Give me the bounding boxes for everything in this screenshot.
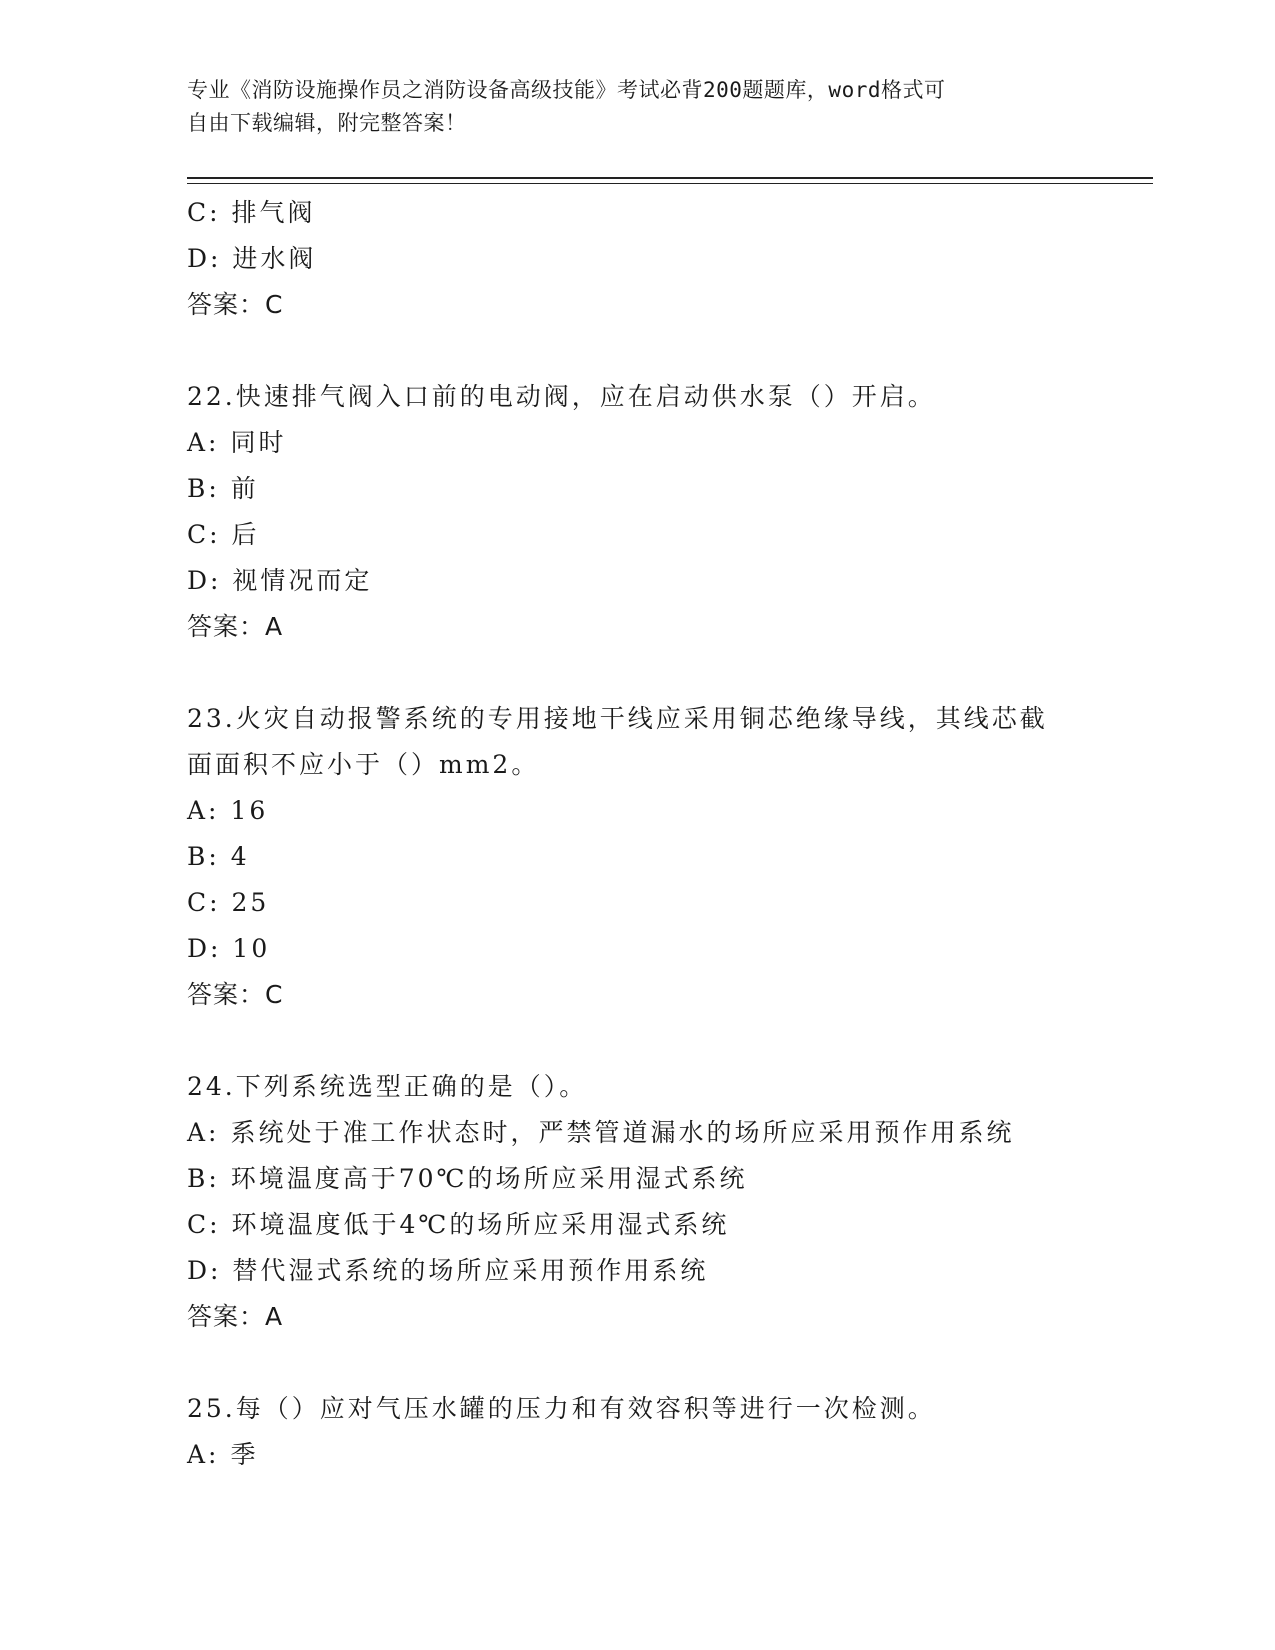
- question-stem-line-2: 面面积不应小于（）mm2。: [187, 750, 540, 779]
- option-d: [187, 558, 1117, 604]
- document-header: [187, 74, 1067, 140]
- question-25: [187, 1386, 1117, 1478]
- option-text: 季: [230, 1440, 259, 1469]
- option-c: [187, 880, 1117, 926]
- option-text: 16: [230, 796, 269, 825]
- option-text: 同时: [230, 428, 287, 457]
- option-text: 10: [232, 934, 271, 963]
- option-c: [187, 1202, 1117, 1248]
- option-text: 4: [230, 842, 250, 871]
- header-divider-thin: [187, 183, 1153, 184]
- option-key: D:: [187, 934, 222, 963]
- header-divider-thick: [187, 177, 1153, 179]
- option-text: 排气阀: [231, 198, 316, 227]
- option-text: 环境温度低于4℃的场所应采用湿式系统: [231, 1210, 730, 1239]
- option-text: 前: [230, 474, 259, 503]
- option-key: C:: [187, 1210, 221, 1239]
- question-stem-line-1: 23.火灾自动报警系统的专用接地干线应采用铜芯绝缘导线，其线芯截: [187, 704, 1048, 733]
- question-23: [187, 696, 1117, 1018]
- option-key: A:: [187, 1118, 220, 1147]
- option-key: A:: [187, 1440, 220, 1469]
- answer: 答案：A: [187, 612, 284, 641]
- option-text: 后: [231, 520, 260, 549]
- option-d: [187, 236, 1117, 282]
- header-line-1: 专业《消防设施操作员之消防设备高级技能》考试必背200题题库，word格式可: [187, 78, 946, 102]
- question-stem: 25.每（）应对气压水罐的压力和有效容积等进行一次检测。: [187, 1394, 936, 1423]
- option-key: C:: [187, 198, 221, 227]
- option-key: D:: [187, 1256, 222, 1285]
- option-text: 替代湿式系统的场所应采用预作用系统: [232, 1256, 709, 1285]
- option-b: [187, 834, 1117, 880]
- question-stem: 22.快速排气阀入口前的电动阀，应在启动供水泵（）开启。: [187, 382, 936, 411]
- option-key: C:: [187, 520, 221, 549]
- question-24: [187, 1064, 1117, 1340]
- option-key: B:: [187, 474, 220, 503]
- option-key: D:: [187, 566, 222, 595]
- question-22: [187, 374, 1117, 650]
- option-key: C:: [187, 888, 221, 917]
- option-text: 系统处于准工作状态时，严禁管道漏水的场所应采用预作用系统: [230, 1118, 1015, 1147]
- option-key: A:: [187, 428, 220, 457]
- option-text: 进水阀: [232, 244, 317, 273]
- option-text: 环境温度高于70℃的场所应采用湿式系统: [230, 1164, 748, 1193]
- option-a: [187, 1432, 1117, 1478]
- option-c: [187, 190, 1117, 236]
- option-d: [187, 1248, 1117, 1294]
- option-key: A:: [187, 796, 220, 825]
- answer: 答案：C: [187, 980, 284, 1009]
- option-key: B:: [187, 842, 220, 871]
- option-key: D:: [187, 244, 222, 273]
- option-b: [187, 1156, 1117, 1202]
- option-d: [187, 926, 1117, 972]
- option-a: [187, 1110, 1117, 1156]
- answer: 答案：C: [187, 290, 284, 319]
- question-stem: 24.下列系统选型正确的是（）。: [187, 1072, 588, 1101]
- answer: 答案：A: [187, 1302, 284, 1331]
- question-21-continued: [187, 190, 1117, 328]
- option-b: [187, 466, 1117, 512]
- header-line-2: 自由下载编辑，附完整答案！: [187, 111, 467, 135]
- option-a: [187, 420, 1117, 466]
- option-a: [187, 788, 1117, 834]
- option-text: 25: [231, 888, 270, 917]
- option-text: 视情况而定: [232, 566, 373, 595]
- question-list: [187, 190, 1117, 1478]
- option-key: B:: [187, 1164, 220, 1193]
- option-c: [187, 512, 1117, 558]
